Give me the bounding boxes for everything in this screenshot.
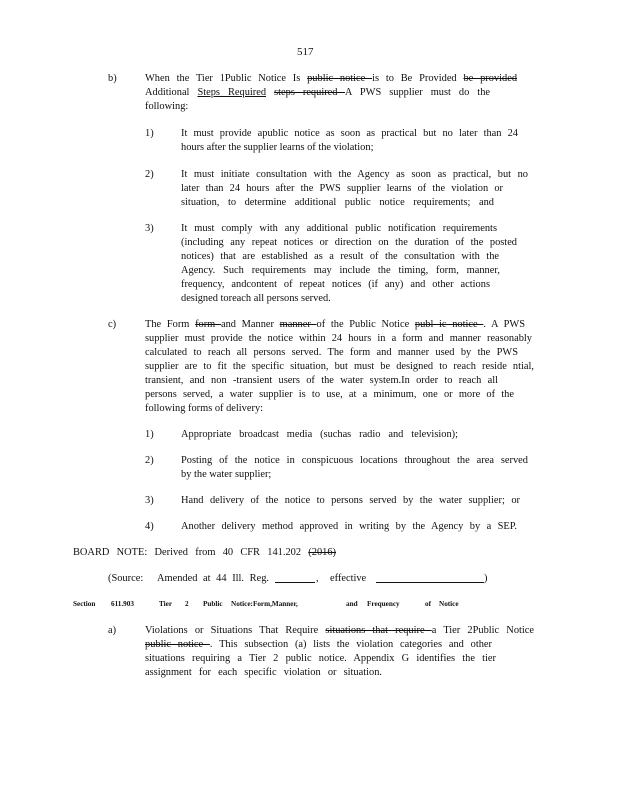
section-title: Frequency xyxy=(367,600,400,608)
item-c3-line: Hand delivery of the notice to persons served by the water supplier; or xyxy=(181,495,520,506)
item-b3-line: It must comply with any additional public notification requirements xyxy=(181,223,497,234)
item-b1-label: 1) xyxy=(145,128,154,139)
source-reg-blank xyxy=(275,572,315,583)
item-c2-line: Posting of the notice in conspicuous locations throughout the area served xyxy=(181,455,528,466)
item-b2-line: It must initiate consultation with the Agency as soon as practical, but no xyxy=(181,169,528,180)
item-b-heading-line-1: When the Tier 1Public Notice Is public notice is to Be Provided be provided xyxy=(145,73,518,84)
section-title: of xyxy=(425,600,431,608)
item-a-line: public notice . This subsection (a) lists the violation categories and other xyxy=(145,639,492,650)
section-number: 611.903 xyxy=(111,600,134,608)
item-b3-line: (including any repeat notices or direction on the duration of the posted xyxy=(181,237,517,248)
item-c-line: calculated to reach all persons served. The form and manner used by the PWS xyxy=(145,347,518,358)
section-word: Section xyxy=(73,600,96,608)
item-a-line: situations requiring a Tier 2 public notice. Appendix G identifies the tier xyxy=(145,653,496,664)
item-b2-line: situation, to determine additional public notice requirements; and xyxy=(181,197,494,208)
item-c-line: following forms of delivery: xyxy=(145,403,264,414)
item-b3-line: Agency. Such requirements may include the timing, form, manner, xyxy=(181,265,500,276)
item-c1-line: Appropriate broadcast media (suchas radio and television); xyxy=(181,429,458,440)
item-c1-label: 1) xyxy=(145,429,154,440)
item-a-label: a) xyxy=(108,625,117,636)
item-b1-line: hours after the supplier learns of the violation; xyxy=(181,142,374,153)
source-close: ) xyxy=(484,573,488,584)
item-c-line: supplier must provide the notice within 24 hours in a form and manner reasonably xyxy=(145,333,532,344)
section-title: Tier xyxy=(159,600,173,608)
item-b3-line: frequency, andcontent of repeat notices (if any) and other actions xyxy=(181,279,490,290)
page-number: 517 xyxy=(297,46,314,58)
item-c-line: persons served, a water supplier is to use, at a minimum, one or more of the xyxy=(145,389,514,400)
source-effective: effective xyxy=(330,573,367,584)
section-title: and xyxy=(346,600,358,608)
item-b3-line: designed toreach all persons served. xyxy=(181,293,331,304)
item-b3-line: notices) that are established as a result of the consultation with the xyxy=(181,251,499,262)
item-c4-label: 4) xyxy=(145,521,154,532)
item-b-heading-line-3: following: xyxy=(145,101,189,112)
item-a-line: Violations or Situations That Require situations that require a Tier 2Public Notice xyxy=(145,625,535,636)
item-c-label: c) xyxy=(108,319,117,330)
item-c4-line: Another delivery method approved in writing by the Agency by a SEP. xyxy=(181,521,517,532)
source-comma: , xyxy=(316,573,319,584)
item-c-line: The Form form and Manner manner of the Public Notice publ ic notice . A PWS xyxy=(145,319,526,330)
item-a-line: assignment for each specific violation or situation. xyxy=(145,667,382,678)
section-title: Notice xyxy=(439,600,459,608)
item-c-line: transient, and non -transient users of the water system.In order to reach all xyxy=(145,375,498,386)
item-c2-line: by the water supplier; xyxy=(181,469,272,480)
item-b-label: b) xyxy=(108,73,117,84)
section-title: Public xyxy=(203,600,223,608)
section-title: Notice:Form,Manner, xyxy=(231,600,298,608)
item-c3-label: 3) xyxy=(145,495,154,506)
item-c2-label: 2) xyxy=(145,455,154,466)
section-title: 2 xyxy=(185,600,189,608)
source-effective-blank xyxy=(376,572,484,583)
item-c-line: supplier are to fit the specific situation, but must be designed to reach reside ntial, xyxy=(145,361,534,372)
item-b2-label: 2) xyxy=(145,169,154,180)
item-b-heading-line-2: Additional Steps Required steps required A PWS supplier must do the xyxy=(145,87,490,98)
item-b3-label: 3) xyxy=(145,223,154,234)
item-b2-line: later than 24 hours after the PWS supplier learns of the violation or xyxy=(181,183,503,194)
source-label: (Source: xyxy=(108,573,144,584)
source-amended: Amended at 44 Ill. Reg. xyxy=(157,573,269,584)
item-b1-line: It must provide apublic notice as soon as practical but no later than 24 xyxy=(181,128,518,139)
board-note: BOARD NOTE: Derived from 40 CFR 141.202 (2016) xyxy=(73,547,336,558)
